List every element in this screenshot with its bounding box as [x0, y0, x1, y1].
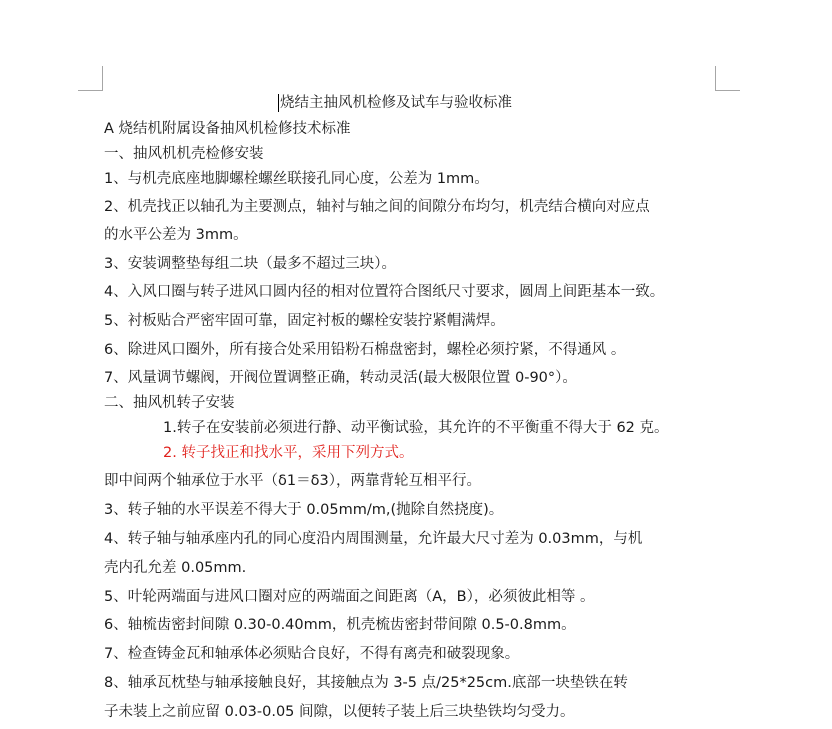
paragraph-line[interactable]: 4、入风口圈与转子进风口圆内径的相对位置符合图纸尺寸要求，圆周上间距基本一致。	[104, 284, 665, 300]
paragraph-line[interactable]: 5、衬板贴合严密牢固可靠，固定衬板的螺栓安装拧紧帽满焊。	[104, 313, 505, 329]
paragraph-line[interactable]: 6、轴梳齿密封间隙 0.30-0.40mm，机壳梳齿密封带间隙 0.5-0.8mm。	[104, 617, 576, 633]
paragraph-line[interactable]: 3、转子轴的水平误差不得大于 0.05mm/m,(抛除自然挠度)。	[104, 502, 504, 518]
subsection-heading-2[interactable]: 二、抽风机转子安装	[104, 395, 235, 411]
numbered-item-highlighted[interactable]: 2. 转子找正和找水平，采用下列方式。	[163, 445, 414, 461]
margin-corner-top-right	[715, 66, 740, 91]
paragraph-line[interactable]: 6、除进风口圈外，所有接合处采用铅粉石棉盘密封，螺栓必须拧紧，不得通风 。	[104, 342, 626, 358]
paragraph-line[interactable]: 7、风量调节螺阀，开阀位置调整正确，转动灵活(最大极限位置 0-90°）。	[104, 370, 577, 386]
paragraph-line[interactable]: 3、安装调整垫每组二块（最多不超过三块）。	[104, 256, 396, 272]
subsection-heading-1[interactable]: 一、抽风机机壳检修安装	[104, 146, 264, 162]
paragraph-line[interactable]: 1、与机壳底座地脚螺栓螺丝联接孔同心度，公差为 1mm。	[104, 171, 489, 187]
numbered-item[interactable]: 1.转子在安装前必须进行静、动平衡试验，其允许的不平衡重不得大于 62 克。	[163, 420, 669, 436]
paragraph-line[interactable]: 7、检查铸金瓦和轴承体必须贴合良好，不得有离壳和破裂现象。	[104, 646, 520, 662]
text-cursor	[278, 94, 279, 112]
paragraph-line[interactable]: 2、机壳找正以轴孔为主要测点，轴衬与轴之间的间隙分布均匀，机壳结合横向对应点	[104, 199, 650, 215]
paragraph-line[interactable]: 即中间两个轴承位于水平（δ1＝δ3），两靠背轮互相平行。	[104, 473, 481, 489]
paragraph-line[interactable]: 5、叶轮两端面与进风口圈对应的两端面之间距离（A，B），必须彼此相等 。	[104, 589, 595, 605]
paragraph-line[interactable]: 壳内孔允差 0.05mm.	[104, 560, 247, 576]
section-heading-a[interactable]: A 烧结机附属设备抽风机检修技术标准	[104, 121, 351, 137]
paragraph-line[interactable]: 8、轴承瓦枕垫与轴承接触良好，其接触点为 3-5 点/25*25cm.底部一块垫铁在转	[104, 675, 628, 691]
margin-corner-top-left	[78, 66, 103, 91]
document-title[interactable]: 烧结主抽风机检修及试车与验收标准	[280, 95, 512, 111]
paragraph-line[interactable]: 的水平公差为 3mm。	[104, 227, 248, 243]
paragraph-line[interactable]: 子未装上之前应留 0.03-0.05 间隙，以便转子装上后三块垫铁均匀受力。	[104, 704, 575, 720]
paragraph-line[interactable]: 4、转子轴与轴承座内孔的同心度沿内周围测量，允许最大尺寸差为 0.03mm，与机	[104, 531, 643, 547]
